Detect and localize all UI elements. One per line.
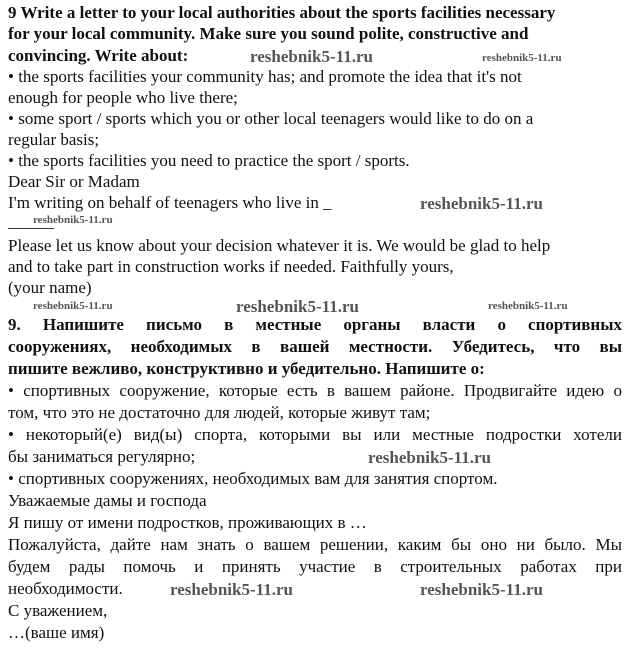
watermark: reshebnik5-11.ru bbox=[368, 448, 491, 467]
bullet-ru: • спортивных сооружениях, необходимых вам для занятия спортом. bbox=[8, 469, 498, 488]
watermark: reshebnik5-11.ru bbox=[33, 214, 113, 226]
watermark: reshebnik5-11.ru bbox=[420, 580, 543, 599]
bullet-en: • the sports facilities you need to practice the sport / sports. bbox=[8, 151, 410, 170]
letter-ru: Пожалуйста, дайте нам знать о вашем решении, каким бы оно ни было. Мы bbox=[8, 535, 622, 554]
task-title-ru: пишите вежливо, конструктивно и убедительно. Напишите о: bbox=[8, 359, 485, 378]
letter-en: I'm writing on behalf of teenagers who live in _ bbox=[8, 193, 332, 212]
letter-en: (your name) bbox=[8, 278, 92, 297]
bullet-en: • the sports facilities your community has; and promote the idea that it's not bbox=[8, 67, 522, 86]
task-title-ru: 9. Напишите письмо в местные органы власти о спортивных bbox=[8, 315, 622, 334]
task-title-ru: сооружениях, необходимых в вашей местности. Убедитесь, что вы bbox=[8, 337, 622, 356]
watermark: reshebnik5-11.ru bbox=[33, 300, 113, 312]
bullet-en: • some sport / sports which you or other local teenagers would like to do on a bbox=[8, 109, 534, 128]
bullet-en: regular basis; bbox=[8, 130, 100, 149]
letter-ru: …(ваше имя) bbox=[8, 623, 105, 642]
watermark: reshebnik5-11.ru bbox=[170, 580, 293, 599]
watermark: reshebnik5-11.ru bbox=[250, 47, 373, 66]
letter-en: Please let us know about your decision whatever it is. We would be glad to help bbox=[8, 236, 551, 255]
task-title-en: for your local community. Make sure you sound polite, constructive and bbox=[8, 24, 529, 43]
letter-ru: необходимости. bbox=[8, 579, 123, 598]
watermark: reshebnik5-11.ru bbox=[236, 297, 359, 316]
bullet-en: enough for people who live there; bbox=[8, 88, 238, 107]
letter-ru: Я пишу от имени подростков, проживающих в … bbox=[8, 513, 367, 532]
bullet-ru: бы заниматься регулярно; bbox=[8, 447, 196, 466]
watermark: reshebnik5-11.ru bbox=[482, 52, 562, 64]
bullet-ru: том, что это не достаточно для людей, которые живут там; bbox=[8, 403, 431, 422]
letter-ru: будем рады помочь и принять участие в строительных работах при bbox=[8, 557, 622, 576]
task-title-en: 9 Write a letter to your local authorities about the sports facilities necessary bbox=[8, 3, 556, 22]
letter-en: and to take part in construction works if needed. Faithfully yours, bbox=[8, 257, 454, 276]
letter-ru: Уважаемые дамы и господа bbox=[8, 491, 207, 510]
watermark: reshebnik5-11.ru bbox=[488, 300, 568, 312]
blank-underline bbox=[8, 228, 54, 229]
letter-ru: С уважением, bbox=[8, 601, 108, 620]
task-title-en: convincing. Write about: bbox=[8, 46, 189, 65]
letter-en: Dear Sir or Madam bbox=[8, 172, 140, 191]
bullet-ru: • спортивных сооружение, которые есть в вашем районе. Продвигайте идею о bbox=[8, 381, 622, 400]
watermark: reshebnik5-11.ru bbox=[420, 194, 543, 213]
bullet-ru: • некоторый(е) вид(ы) спорта, которыми вы или местные подростки хотели bbox=[8, 425, 622, 444]
